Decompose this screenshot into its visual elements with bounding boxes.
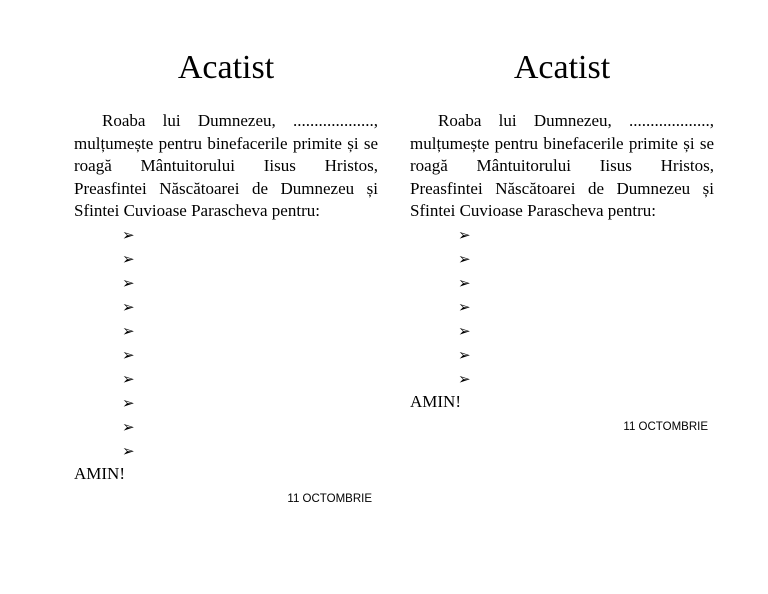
arrowhead-icon: ➢ — [458, 225, 471, 244]
prayer-text: Roaba lui Dumnezeu, ..................., mulțumește pentru binefacerile primite și se roagă Mântuitorului Iisus Hristos, Preasfintei Născătoarei de Dumnezeu și Sfintei Cuvioase Parascheva pentru: — [410, 111, 714, 221]
bullet-list — [74, 223, 378, 463]
bullet-line — [122, 439, 378, 463]
bullet-line — [122, 391, 378, 415]
arrowhead-icon: ➢ — [458, 345, 471, 364]
arrowhead-icon: ➢ — [122, 273, 135, 292]
arrowhead-icon: ➢ — [122, 369, 135, 388]
bullet-line — [122, 223, 378, 247]
bullet-line — [122, 247, 378, 271]
closing-amin: AMIN! — [74, 463, 125, 483]
bullet-line — [458, 271, 714, 295]
date-label: 11 OCTOMBRIE — [623, 420, 708, 433]
arrowhead-icon: ➢ — [458, 321, 471, 340]
arrowhead-icon: ➢ — [458, 369, 471, 388]
card-title: Acatist — [177, 49, 275, 86]
prayer-text: Roaba lui Dumnezeu, ..................., mulțumește pentru binefacerile primite și se roagă Mântuitorului Iisus Hristos, Preasfintei Născătoarei de Dumnezeu și Sfintei Cuvioase Parascheva pentru: — [74, 111, 378, 221]
bullet-line — [122, 367, 378, 391]
bullet-line — [458, 223, 714, 247]
arrowhead-icon: ➢ — [122, 345, 135, 364]
arrowhead-icon: ➢ — [122, 321, 135, 340]
closing-amin: AMIN! — [410, 391, 461, 411]
bullet-list — [410, 223, 714, 391]
arrowhead-icon: ➢ — [458, 297, 471, 316]
arrowhead-icon: ➢ — [122, 249, 135, 268]
bullet-line — [122, 271, 378, 295]
bullet-line — [122, 295, 378, 319]
bullet-line — [122, 343, 378, 367]
arrowhead-icon: ➢ — [458, 273, 471, 292]
bullet-line — [458, 343, 714, 367]
arrowhead-icon: ➢ — [122, 417, 135, 436]
arrowhead-icon: ➢ — [458, 249, 471, 268]
arrowhead-icon: ➢ — [122, 225, 135, 244]
bullet-line — [458, 247, 714, 271]
date-label: 11 OCTOMBRIE — [287, 492, 372, 505]
arrowhead-icon: ➢ — [122, 297, 135, 316]
arrowhead-icon: ➢ — [122, 441, 135, 460]
bullet-line — [458, 295, 714, 319]
card-title: Acatist — [513, 49, 611, 86]
acatist-card-right — [410, 48, 714, 433]
bullet-line — [458, 319, 714, 343]
bullet-line — [122, 415, 378, 439]
acatist-card-left — [74, 48, 378, 505]
bullet-line — [458, 367, 714, 391]
bullet-line — [122, 319, 378, 343]
arrowhead-icon: ➢ — [122, 393, 135, 412]
